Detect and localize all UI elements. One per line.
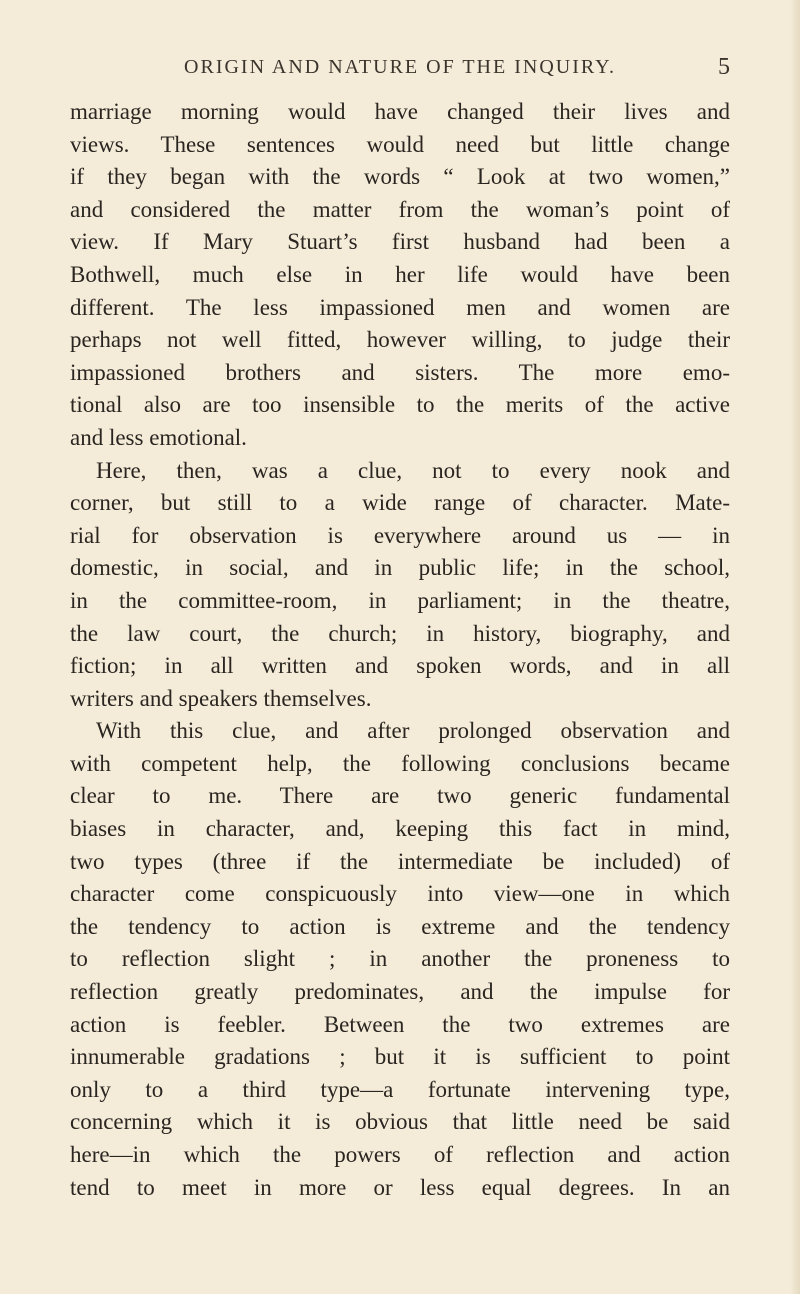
text-line: and less emotional. [70,424,247,450]
text-line: reflection greatly predominates, and the impulse for [70,979,730,1005]
text-line: the law court, the church; in history, biography, and [70,620,730,646]
text-line: fiction; in all written and spoken words, and in all [70,653,730,679]
text-line: Here, then, was a clue, not to every nook and [96,457,730,483]
running-head [70,56,730,92]
text-line: innumerable gradations ; but it is sufficient to point [70,1044,730,1070]
text-line: and considered the matter from the woman’s point of [70,196,730,222]
running-title: ORIGIN AND NATURE OF THE INQUIRY. [184,56,616,78]
text-line: writers and speakers themselves. [70,685,372,711]
text-line: With this clue, and after prolonged observation and [96,718,730,744]
text-line: tional also are too insensible to the merits of the active [70,392,730,418]
text-line: impassioned brothers and sisters. The more emo- [70,359,730,385]
text-line: here—in which the powers of reflection and action [70,1142,730,1167]
text-line: corner, but still to a wide range of character. Mate- [70,490,730,516]
text-line: the tendency to action is extreme and the tendency [70,913,730,939]
page-edge-shadow [790,0,800,1294]
text-line: character come conspicuously into view—one in which [70,881,730,907]
text-line: to reflection slight ; in another the proneness to [70,946,730,972]
text-line: views. These sentences would need but little change [70,131,730,157]
text-line: only to a third type—a fortunate intervening type, [70,1076,730,1102]
body-text [70,96,730,1204]
text-line: clear to me. There are two generic fundamental [70,783,730,809]
text-line: in the committee-room, in parliament; in the theatre, [70,587,730,613]
text-line: view. If Mary Stuart’s first husband had been a [70,229,730,255]
text-line: perhaps not well fitted, however willing, to judge their [70,327,730,353]
text-line: Bothwell, much else in her life would have been [70,261,730,287]
text-line: rial for observation is everywhere around us — in [70,522,730,548]
text-line: biases in character, and, keeping this fact in mind, [70,816,730,842]
text-line: with competent help, the following conclusions became [70,750,730,776]
text-line: action is feebler. Between the two extremes are [70,1011,730,1037]
text-line: domestic, in social, and in public life; in the school, [70,555,730,581]
text-line: concerning which it is obvious that little need be said [70,1109,730,1135]
text-line: if they began with the words “ Look at two women,” [70,164,730,190]
text-line: two types (three if the intermediate be included) of [70,848,730,874]
page-number: 5 [718,54,730,80]
text-line: tend to meet in more or less equal degrees. In an [70,1174,730,1200]
text-line: different. The less impassioned men and women are [70,294,730,320]
text-line: marriage morning would have changed their lives and [70,99,730,124]
